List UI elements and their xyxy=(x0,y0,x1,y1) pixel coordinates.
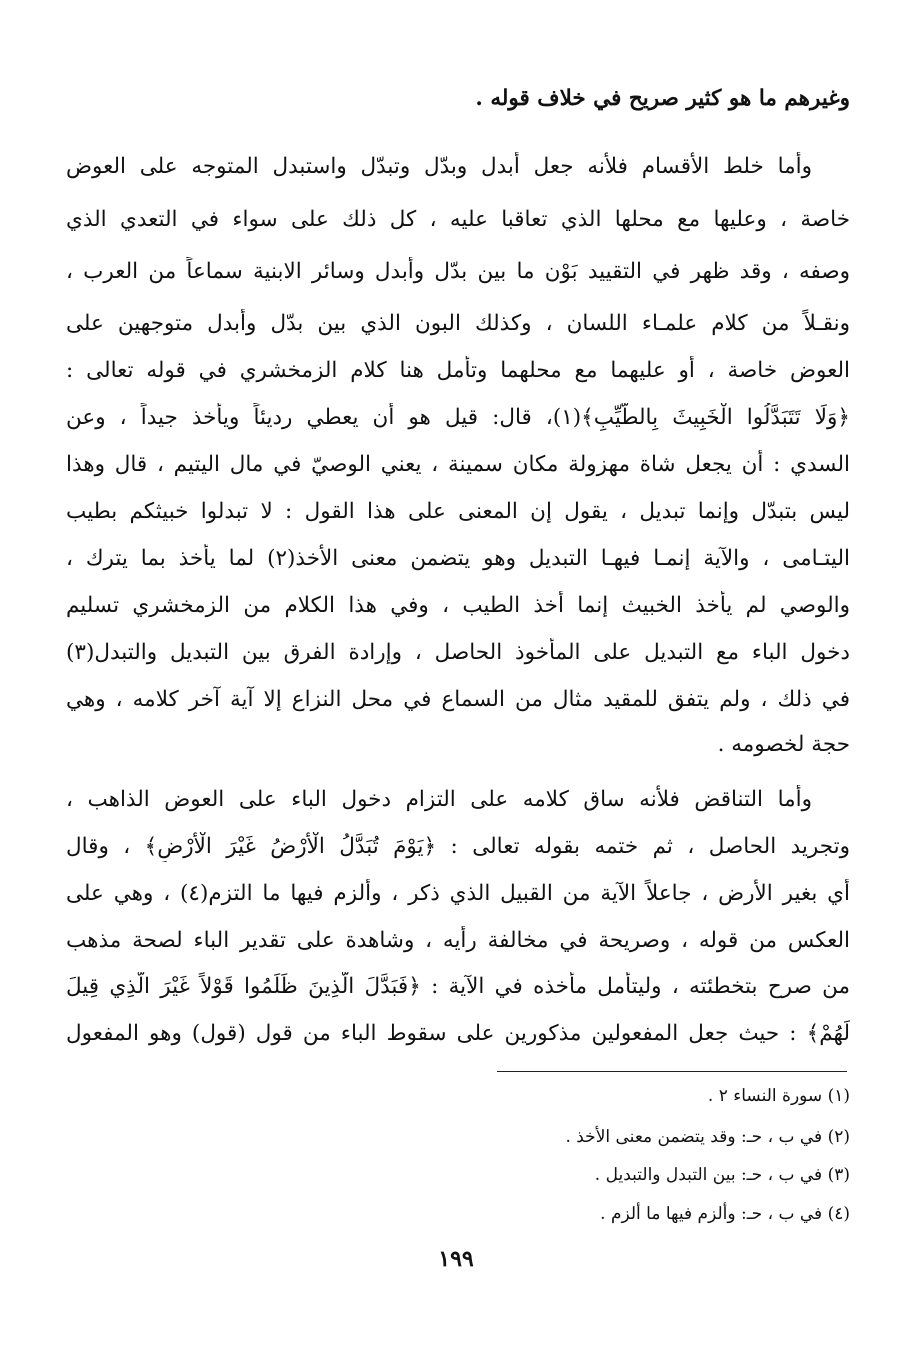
body-line-6: العوض خاصة ، أو عليهما مع محلهما وتأمل هنا كلام الزمخشري في قوله تعالى : xyxy=(66,358,850,383)
body-line-18: العكس من قوله ، وصريحة في مخالفة رأيه ، وشاهدة على تقدير الباء لصحة مذهب xyxy=(66,928,850,953)
body-line-19: من صرح بتخطئته ، وليتأمل مأخذه في الآية : ﴿فَبَدَّلَ الَّذِينَ ظَلَمُوا قَوْلاً غَيْرَ الَّذِي قِيلَ xyxy=(66,974,850,999)
body-line-20: لَهُمْ﴾ : حيث جعل المفعولين مذكورين على سقوط الباء من قول (قول) وهو المفعول xyxy=(66,1021,850,1046)
body-line-4: وصفه ، وقد ظهر في التقييد بَوْن ما بين بدّل وأبدل وسائر الابنية سماعاً من العرب ، xyxy=(66,259,850,284)
footnote-separator xyxy=(497,1071,847,1072)
footnote-4: (٤) في ب ، حـ: وألزم فيها ما ألزم . xyxy=(600,1204,850,1224)
body-line-5: ونقـلاً من كلام علمـاء اللسان ، وكذلك البون الذي بين بدّل وأبدل متوجهين على xyxy=(66,311,850,336)
body-line-17: أي بغير الأرض ، جاعلاً الآية من القبيل الذي ذكر ، وألزم فيها ما التزم(٤) ، وهي على xyxy=(66,881,850,906)
body-line-13: في ذلك ، ولم يتفق للمقيد مثال من السماع في محل النزاع إلا آية آخر كلامه ، وهي xyxy=(66,687,850,712)
body-line-8: السدي : أن يجعل شاة مهزولة مكان سمينة ، يعني الوصيّ في مال اليتيم ، قال وهذا xyxy=(66,452,850,477)
body-line-7: ﴿وَلَا تَتَبَدَّلُوا الْخَبِيثَ بِالطَّيِّبِ﴾(١)، قال: قيل هو أن يعطي رديئاً ويأخذ جيداً ، وعن xyxy=(66,405,850,430)
body-line-16: وتجريد الحاصل ، ثم ختمه بقوله تعالى : ﴿يَوْمَ تُبَدَّلُ الْأَرْضُ غَيْرَ الْأَرْضِ﴾ ، وقال xyxy=(66,834,850,859)
footnote-1: (١) سورة النساء ٢ . xyxy=(707,1086,850,1106)
body-line-14: حجة لخصومه . xyxy=(717,732,850,757)
body-line-11: والوصي لم يأخذ الخبيث إنما أخذ الطيب ، وفي هذا الكلام من الزمخشري تسليم xyxy=(66,593,850,618)
body-line-3: خاصة ، وعليها مع محلها الذي تعاقبا عليه ، كل ذلك على سواء في التعدي الذي xyxy=(66,207,850,232)
body-line-12: دخول الباء مع التبديل على المأخوذ الحاصل ، وإرادة الفرق بين التبديل والتبدل(٣) xyxy=(66,640,850,665)
body-line-2: وأما خلط الأقسام فلأنه جعل أبدل وبدّل وتبدّل واستبدل المتوجه على العوض xyxy=(66,154,812,179)
footnote-3: (٣) في ب ، حـ: بين التبدل والتبديل . xyxy=(594,1165,850,1185)
body-line-15: وأما التناقض فلأنه ساق كلامه على التزام دخول الباء على العوض الذاهب ، xyxy=(66,787,812,812)
body-line-10: اليتـامى ، والآية إنمـا فيهـا التبديل وهو يتضمن معنى الأخذ(٢) لما يأخذ بما يترك ، xyxy=(66,546,850,571)
body-line-1: وغيرهم ما هو كثير صريح في خلاف قوله . xyxy=(475,86,850,111)
page-number: ١٩٩ xyxy=(438,1246,474,1272)
footnote-2: (٢) في ب ، حـ: وقد يتضمن معنى الأخذ . xyxy=(565,1127,850,1147)
body-line-9: ليس بتبدّل وإنما تبديل ، يقول إن المعنى على هذا القول : لا تبدلوا خبيثكم بطيب xyxy=(66,499,850,524)
